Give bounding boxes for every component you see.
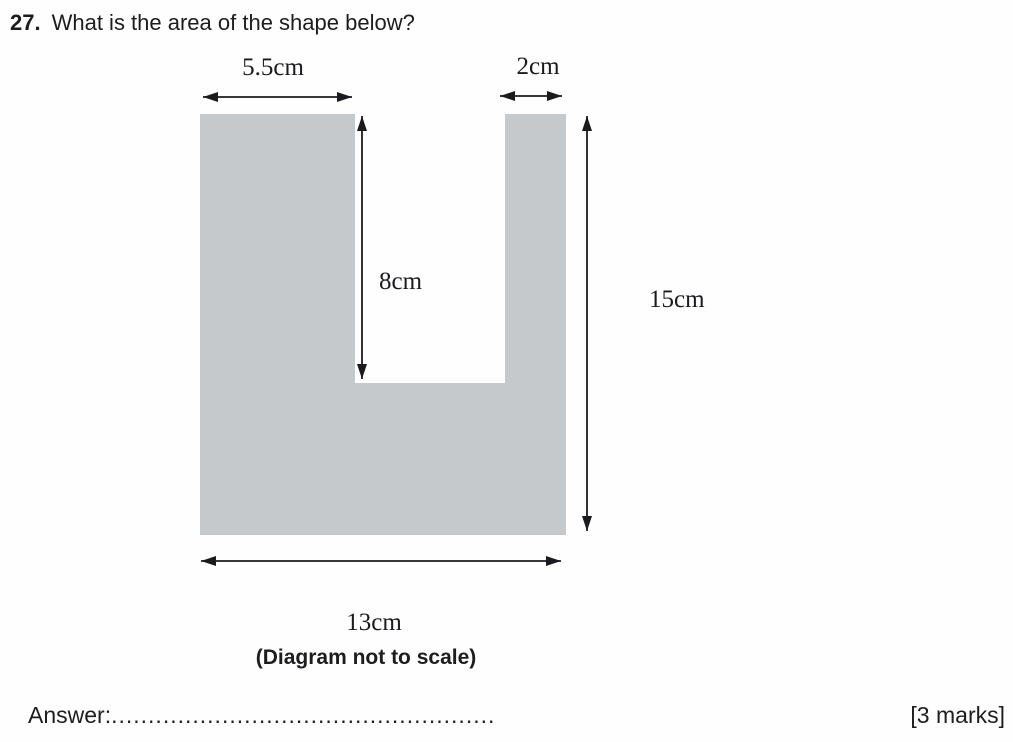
answer-label: Answer: — [28, 702, 112, 728]
dimension-label-total-height: 15cm — [649, 286, 705, 313]
diagram-scale-note: (Diagram not to scale) — [255, 646, 477, 669]
question-text: What is the area of the shape below? — [51, 10, 415, 35]
dimension-label-notch-depth: 8cm — [379, 268, 423, 295]
question-number: 27. — [10, 10, 41, 35]
answer-dotted-line: .................................................... — [111, 702, 496, 728]
marks-label: [3 marks] — [910, 702, 1005, 728]
dimension-label-total-width: 13cm — [346, 609, 402, 636]
u-shape — [200, 114, 566, 535]
dimension-label-top-right-width: 2cm — [516, 53, 560, 80]
answer-row — [28, 702, 495, 729]
dimension-label-top-left-width: 5.5cm — [242, 54, 304, 81]
